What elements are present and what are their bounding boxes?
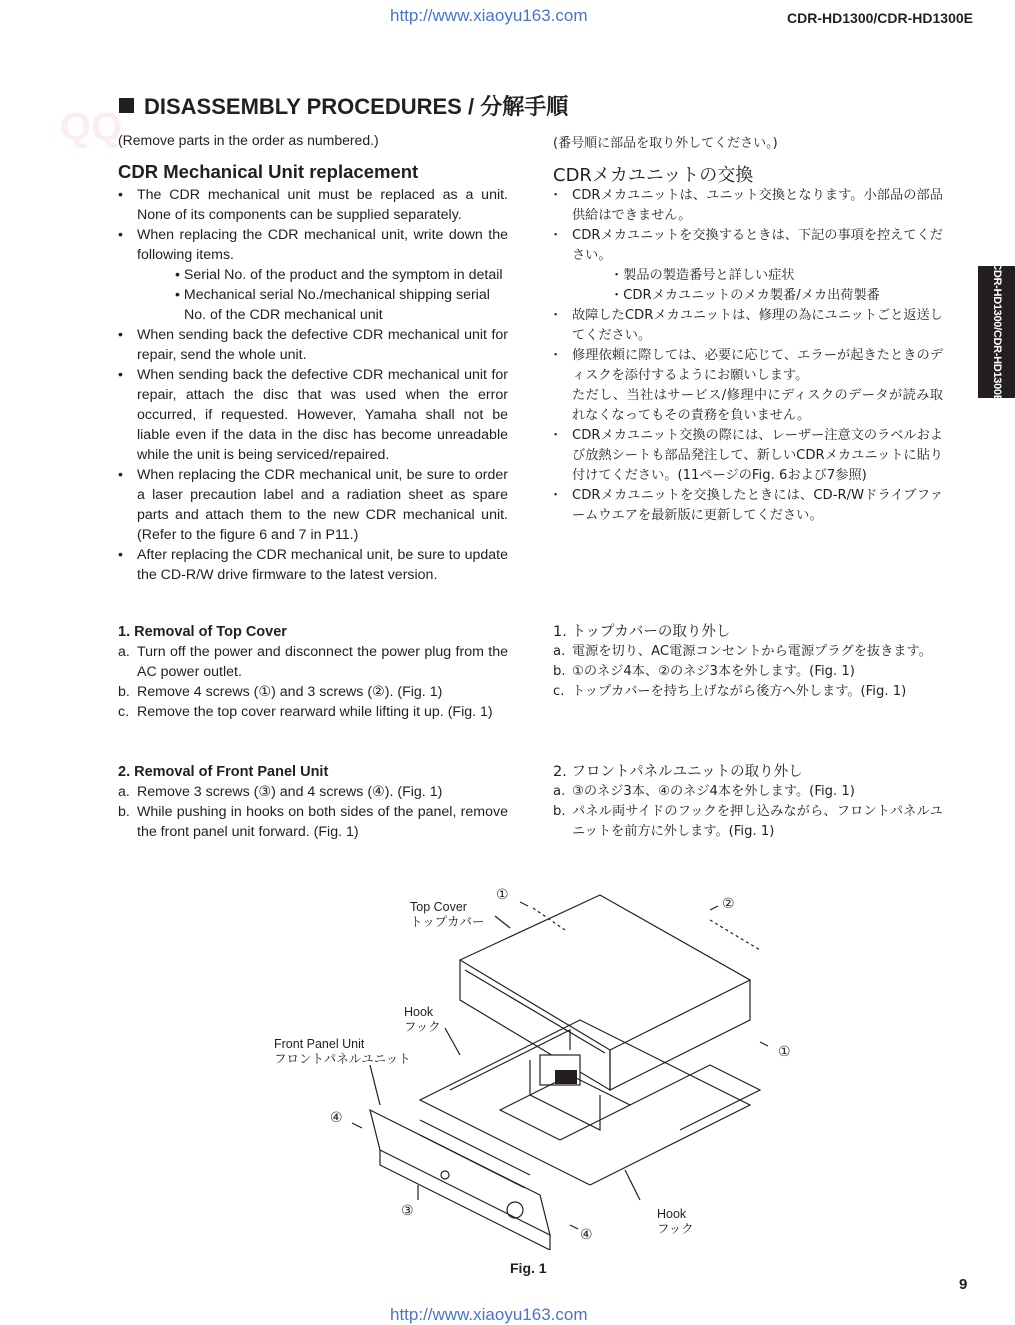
list-item: • When replacing the CDR mechanical unit, be sure to order a laser precaution label and a radiation sheet as spare parts and attach them to the new CDR mechanical unit. (Refer to the figure 6 and 7 in P11.): [118, 465, 508, 545]
cdr-title-jp: CDRメカユニットの交換: [553, 165, 754, 186]
cdr-list-en: [118, 185, 508, 585]
step-text: トップカバーを持ち上げながら後方へ外します。(Fig. 1): [572, 684, 907, 699]
page-title-text: DISASSEMBLY PROCEDURES / 分解手順: [144, 94, 569, 119]
hook-label-jp: フック: [404, 1020, 441, 1034]
callout-2: ②: [722, 895, 735, 911]
step-text: ①のネジ4本、②のネジ3本を外します。(Fig. 1): [572, 664, 855, 679]
front-panel-label-jp: フロントパネルユニット: [274, 1052, 411, 1066]
step-item: [553, 682, 943, 702]
callout-1b: ①: [778, 1043, 791, 1059]
list-item-text: 修理依頼に際しては、必要に応じて、エラーが起きたときのディスクを添付するようにお願いします。: [572, 348, 943, 383]
callout-4b: ④: [580, 1226, 593, 1242]
step-item: [118, 782, 508, 802]
step-text: While pushing in hooks on both sides of the panel, remove the front panel unit forward. (Fig. 1): [137, 804, 508, 840]
figure-1: [270, 880, 810, 1250]
callout-1: ①: [496, 886, 509, 902]
model-name: CDR-HD1300/CDR-HD1300E: [787, 10, 973, 26]
page-number: 9: [959, 1276, 968, 1293]
list-item: [553, 346, 943, 426]
list-item: • When sending back the defective CDR mechanical unit for repair, attach the disc that was used when the error occurred, if requested. However, Yamaha shall not be liable even if the data in the disc has become unreadable while the unit is being serviced/repaired.: [118, 365, 508, 465]
note-en: (Remove parts in the order as numbered.): [118, 132, 379, 148]
step-marker: a.: [118, 644, 130, 660]
step1-title-en: 1. Removal of Top Cover: [118, 624, 287, 640]
sub-item: • Serial No. of the product and the symptom in detail: [175, 267, 503, 283]
step-text: Remove the top cover rearward while lifting it up. (Fig. 1): [137, 704, 493, 720]
sub-item: ・製品の製造番号と詳しい症状: [610, 268, 795, 283]
sub-item: • Mechanical serial No./mechanical shipping serial: [175, 287, 490, 303]
step-text: Remove 3 screws (③) and 4 screws (④). (Fig. 1): [137, 784, 443, 800]
front-panel-label: [274, 1037, 411, 1067]
step-item: [553, 802, 943, 842]
list-item: ・ CDRメカユニットを交換したときには、CD-R/Wドライブファームウエアを最新版に更新してください。: [553, 486, 943, 526]
step2-title-en: 2. Removal of Front Panel Unit: [118, 764, 329, 780]
step-item: [118, 702, 508, 722]
step1-title-jp: 1. トップカバーの取り外し: [553, 624, 731, 640]
step-marker: a.: [553, 784, 566, 799]
list-item-extra: ただし、当社はサービス/修理中にディスクのデータが読み取れなくなってもその責務を負いません。: [572, 388, 943, 423]
page-title: [119, 90, 568, 121]
side-tab: [978, 262, 1015, 402]
list-item: [118, 225, 508, 325]
step-item: [553, 642, 943, 662]
top-cover-label-jp: トップカバー: [410, 915, 485, 929]
step-item: [118, 682, 508, 702]
figure-caption: Fig. 1: [510, 1260, 547, 1276]
list-item: • The CDR mechanical unit must be replaced as a unit. None of its components can be supplied separately.: [118, 185, 508, 225]
sub-item: ・CDRメカユニットのメカ製番/メカ出荷製番: [610, 288, 880, 303]
list-item: • After replacing the CDR mechanical unit, be sure to update the CD-R/W drive firmware to the latest version.: [118, 545, 508, 585]
step-marker: b.: [553, 804, 566, 819]
hook-label-en: Hook: [404, 1005, 434, 1019]
step-text: ③のネジ3本、④のネジ4本を外します。(Fig. 1): [572, 784, 855, 799]
cdr-title-en: CDR Mechanical Unit replacement: [118, 161, 419, 182]
step-text: Turn off the power and disconnect the power plug from the AC power outlet.: [137, 644, 508, 680]
list-item-text: CDRメカユニットを交換するときは、下記の事項を控えてください。: [572, 228, 943, 263]
hook2-label-en: Hook: [657, 1207, 687, 1221]
hook-label: [404, 1005, 441, 1035]
step-marker: a.: [553, 644, 566, 659]
hook2-label: [657, 1207, 694, 1237]
step-marker: b.: [118, 804, 130, 820]
step-item: [553, 782, 943, 802]
list-item: ・ CDRメカユニット交換の際には、レーザー注意文のラベルおよび放熱シートも部品発注して、新しいCDRメカユニットに貼り付けてください。(11ページのFig. 6および7参照): [553, 426, 943, 486]
callout-3: ③: [401, 1202, 414, 1218]
step-item: [118, 802, 508, 842]
step-text: 電源を切り、AC電源コンセントから電源プラグを抜きます。: [572, 644, 932, 659]
step-marker: c.: [553, 684, 565, 699]
step-marker: b.: [118, 684, 130, 700]
square-bullet-icon: [119, 98, 134, 113]
header-url[interactable]: http://www.xiaoyu163.com: [390, 6, 588, 25]
step2-title-jp: 2. フロントパネルユニットの取り外し: [553, 764, 803, 780]
step-item: [118, 642, 508, 682]
step-marker: b.: [553, 664, 566, 679]
callout-4: ④: [330, 1109, 343, 1125]
hook2-label-jp: フック: [657, 1222, 694, 1236]
list-item: ・ 故障したCDRメカユニットは、修理の為にユニットごと返送してください。: [553, 306, 943, 346]
front-panel-label-en: Front Panel Unit: [274, 1037, 365, 1051]
list-item: • When sending back the defective CDR mechanical unit for repair, send the whole unit.: [118, 325, 508, 365]
step-marker: a.: [118, 784, 130, 800]
step-item: [553, 662, 943, 682]
side-tab-label: CDR-HD1300/CDR-HD1300E: [990, 262, 1003, 402]
step1-jp: [553, 622, 943, 702]
note-jp: (番号順に部品を取り外してください。): [553, 136, 778, 151]
step-text: Remove 4 screws (①) and 3 screws (②). (Fig. 1): [137, 684, 443, 700]
top-cover-label-en: Top Cover: [410, 900, 467, 914]
watermark: QQ: [60, 105, 123, 149]
list-item: [553, 226, 943, 306]
step1-en: [118, 622, 508, 722]
step2-jp: [553, 762, 943, 842]
sub-item: No. of the CDR mechanical unit: [184, 307, 383, 323]
footer-url[interactable]: http://www.xiaoyu163.com: [390, 1305, 588, 1324]
top-cover-label: [410, 900, 485, 930]
step2-en: [118, 762, 508, 842]
list-item: ・ CDRメカユニットは、ユニット交換となります。小部品の部品供給はできません。: [553, 186, 943, 226]
cdr-list-jp: [553, 186, 943, 526]
step-marker: c.: [118, 704, 130, 720]
step-text: パネル両サイドのフックを押し込みながら、フロントパネルユニットを前方に外します。(Fig. 1): [572, 804, 943, 839]
list-item-text: When replacing the CDR mechanical unit, write down the following items.: [137, 227, 508, 263]
